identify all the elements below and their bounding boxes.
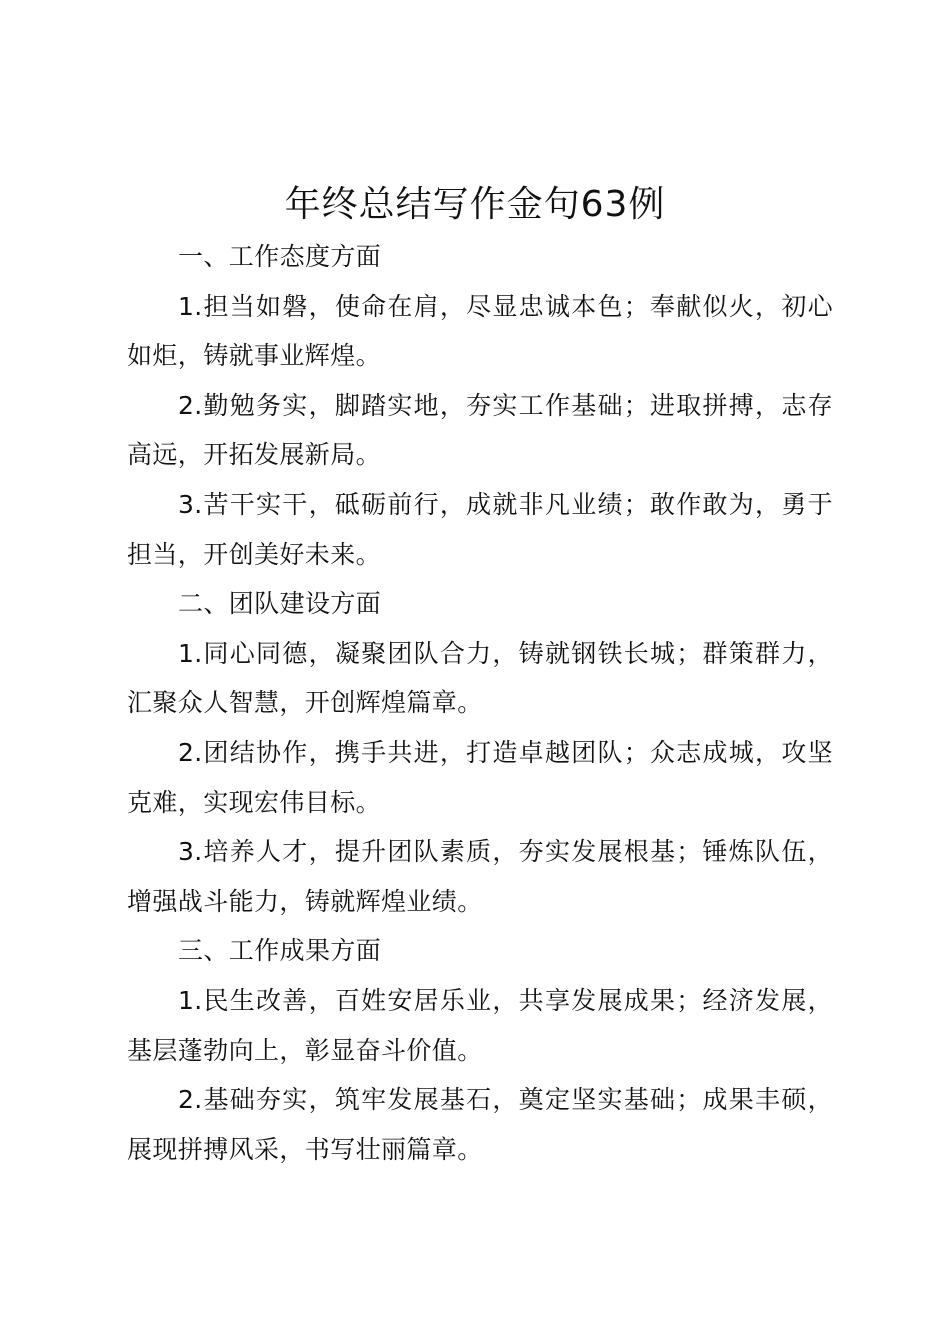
list-item: 3.培养人才，提升团队素质，夯实发展根基；锤炼队伍，增强战斗能力，铸就辉煌业绩。 xyxy=(127,837,833,916)
list-item: 2.基础夯实，筑牢发展基石，奠定坚实基础；成果丰硕，展现拼搏风采，书写壮丽篇章。 xyxy=(127,1085,833,1164)
section-heading: 二、团队建设方面 xyxy=(178,589,382,619)
list-item: 2.勤勉务实，脚踏实地，夯实工作基础；进取拼搏，志存高远，开拓发展新局。 xyxy=(127,390,833,470)
section-heading: 一、工作态度方面 xyxy=(178,242,382,271)
list-item: 1.担当如磐，使命在肩，尽显忠诚本色；奉献似火，初心如炬，铸就事业辉煌。 xyxy=(127,291,833,371)
list-item: 1.同心同德，凝聚团队合力，铸就钢铁长城；群策群力，汇聚众人智慧，开创辉煌篇章。 xyxy=(127,638,833,718)
list-item: 2.团结协作，携手共进，打造卓越团队；众志成城，攻坚克难，实现宏伟目标。 xyxy=(127,737,833,817)
list-item: 3.苦干实干，砥砺前行，成就非凡业绩；敢作敢为，勇于担当，开创美好未来。 xyxy=(127,489,833,569)
document-title: 年终总结写作金句63例 xyxy=(284,184,666,225)
list-item: 1.民生改善，百姓安居乐业，共享发展成果；经济发展，基层蓬勃向上，彰显奋斗价值。 xyxy=(127,985,833,1065)
document-body xyxy=(127,232,833,1174)
section-heading: 三、工作成果方面 xyxy=(178,936,382,966)
